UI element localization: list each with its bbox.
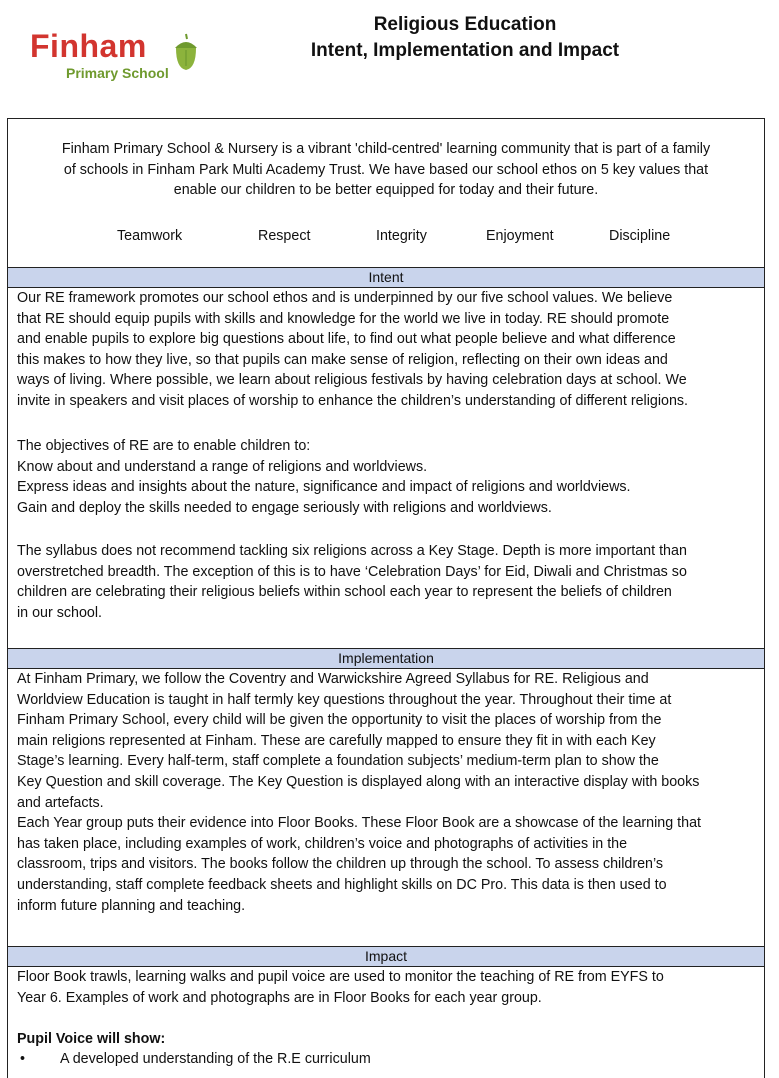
text-line: overstretched breadth. The exception of this is to have ‘Celebration Days’ for Eid, Diwali and Christmas so xyxy=(17,563,687,580)
text-line: that RE should equip pupils with skills and knowledge for the world we live in today. RE should promote xyxy=(17,310,670,327)
text-line: Each Year group puts their evidence into Floor Books. These Floor Book are a showcase of the learning that xyxy=(17,815,702,832)
intent-paragraph xyxy=(17,288,757,412)
bullet-text: A developed understanding of the R.E curriculum xyxy=(60,1051,371,1067)
text-line: Year 6. Examples of work and photographs are in Floor Books for each year group. xyxy=(17,989,542,1006)
impact-heading: Impact xyxy=(8,946,764,967)
acorn-icon xyxy=(172,32,200,72)
text-line: Key Question and skill coverage. The Key Question is displayed along with an interactive display with books xyxy=(17,773,700,790)
intent-syllabus-paragraph xyxy=(17,541,757,623)
text-line: Finham Primary School, every child will be given the opportunity to visit the places of worship from the xyxy=(17,712,662,729)
text-line: has taken place, including examples of work, children’s voice and photographs of activities in the xyxy=(17,835,628,852)
intro-text xyxy=(8,139,764,201)
bullet-icon: • xyxy=(20,1051,26,1067)
school-values xyxy=(8,226,764,246)
text-line: classroom, trips and visitors. The books follow the children up through the school. To assess children’s xyxy=(17,856,664,873)
intro-line: of schools in Finham Park Multi Academy Trust. We have based our school ethos on 5 key values that xyxy=(63,161,709,178)
title-line-1: Religious Education xyxy=(373,14,557,35)
text-line: this makes to how they live, so that pupils can make sense of religion, reflecting on their own ideas and xyxy=(17,351,668,368)
implementation-paragraph xyxy=(17,669,757,916)
value-respect: Respect xyxy=(258,228,311,244)
text-line: and artefacts. xyxy=(17,794,104,811)
text-line: The objectives of RE are to enable children to: xyxy=(17,438,311,454)
content-frame xyxy=(7,118,765,1078)
text-line: Worldview Education is taught in half termly key questions throughout the year. Throughout their time at xyxy=(17,691,672,708)
text-line: ways of living. Where possible, we learn about religious festivals by having celebration days at school. We xyxy=(17,372,687,389)
objective-item: Know about and understand a range of religions and worldviews. xyxy=(17,458,428,475)
intro-line: enable our children to be better equipped for today and their future. xyxy=(173,182,599,198)
value-integrity: Integrity xyxy=(376,228,427,244)
text-line: invite in speakers and visit places of worship to enhance the children’s understanding of different religions. xyxy=(17,392,689,409)
text-line: and enable pupils to explore big questions about life, to find out what people believe and what difference xyxy=(17,331,676,348)
logo-subtitle: Primary School xyxy=(66,65,169,81)
value-discipline: Discipline xyxy=(609,228,671,244)
text-line: children are celebrating their religious beliefs within school each year to represent the beliefs of children xyxy=(17,584,672,601)
text-line: in our school. xyxy=(17,604,103,621)
title-line-2: Intent, Implementation and Impact xyxy=(310,40,620,61)
text-line: Floor Book trawls, learning walks and pupil voice are used to monitor the teaching of RE from EYFS to xyxy=(17,969,664,985)
intent-heading: Intent xyxy=(8,267,764,288)
intent-objectives xyxy=(17,436,757,518)
page-header xyxy=(0,0,779,100)
value-enjoyment: Enjoyment xyxy=(486,228,554,244)
impact-paragraph xyxy=(17,967,757,1008)
text-line: inform future planning and teaching. xyxy=(17,897,246,914)
school-logo xyxy=(30,28,210,88)
list-item xyxy=(20,1049,371,1069)
page-title xyxy=(220,12,710,64)
text-line: At Finham Primary, we follow the Coventry and Warwickshire Agreed Syllabus for RE. Religious and xyxy=(17,671,649,687)
objective-item: Gain and deploy the skills needed to engage seriously with religions and worldviews. xyxy=(17,499,552,516)
objective-item: Express ideas and insights about the nature, significance and impact of religions and worldviews. xyxy=(17,479,631,496)
text-line: main religions represented at Finham. These are carefully mapped to ensure they fit in with each Key xyxy=(17,732,656,749)
text-line: Our RE framework promotes our school ethos and is underpinned by our five school values. We believe xyxy=(17,290,673,306)
text-line: Stage’s learning. Every half-term, staff complete a foundation subjects’ medium-term plan to show the xyxy=(17,753,659,770)
implementation-heading: Implementation xyxy=(8,648,764,669)
text-line: understanding, staff complete feedback sheets and highlight skills on DC Pro. This data is then used to xyxy=(17,876,667,893)
text-line: The syllabus does not recommend tackling six religions across a Key Stage. Depth is more important than xyxy=(17,543,687,559)
pupil-voice-heading: Pupil Voice will show: xyxy=(17,1031,166,1047)
logo-name: Finham xyxy=(30,28,147,64)
value-teamwork: Teamwork xyxy=(117,228,183,244)
intro-line: Finham Primary School & Nursery is a vibrant 'child-centred' learning community that is part of a family xyxy=(61,141,711,157)
